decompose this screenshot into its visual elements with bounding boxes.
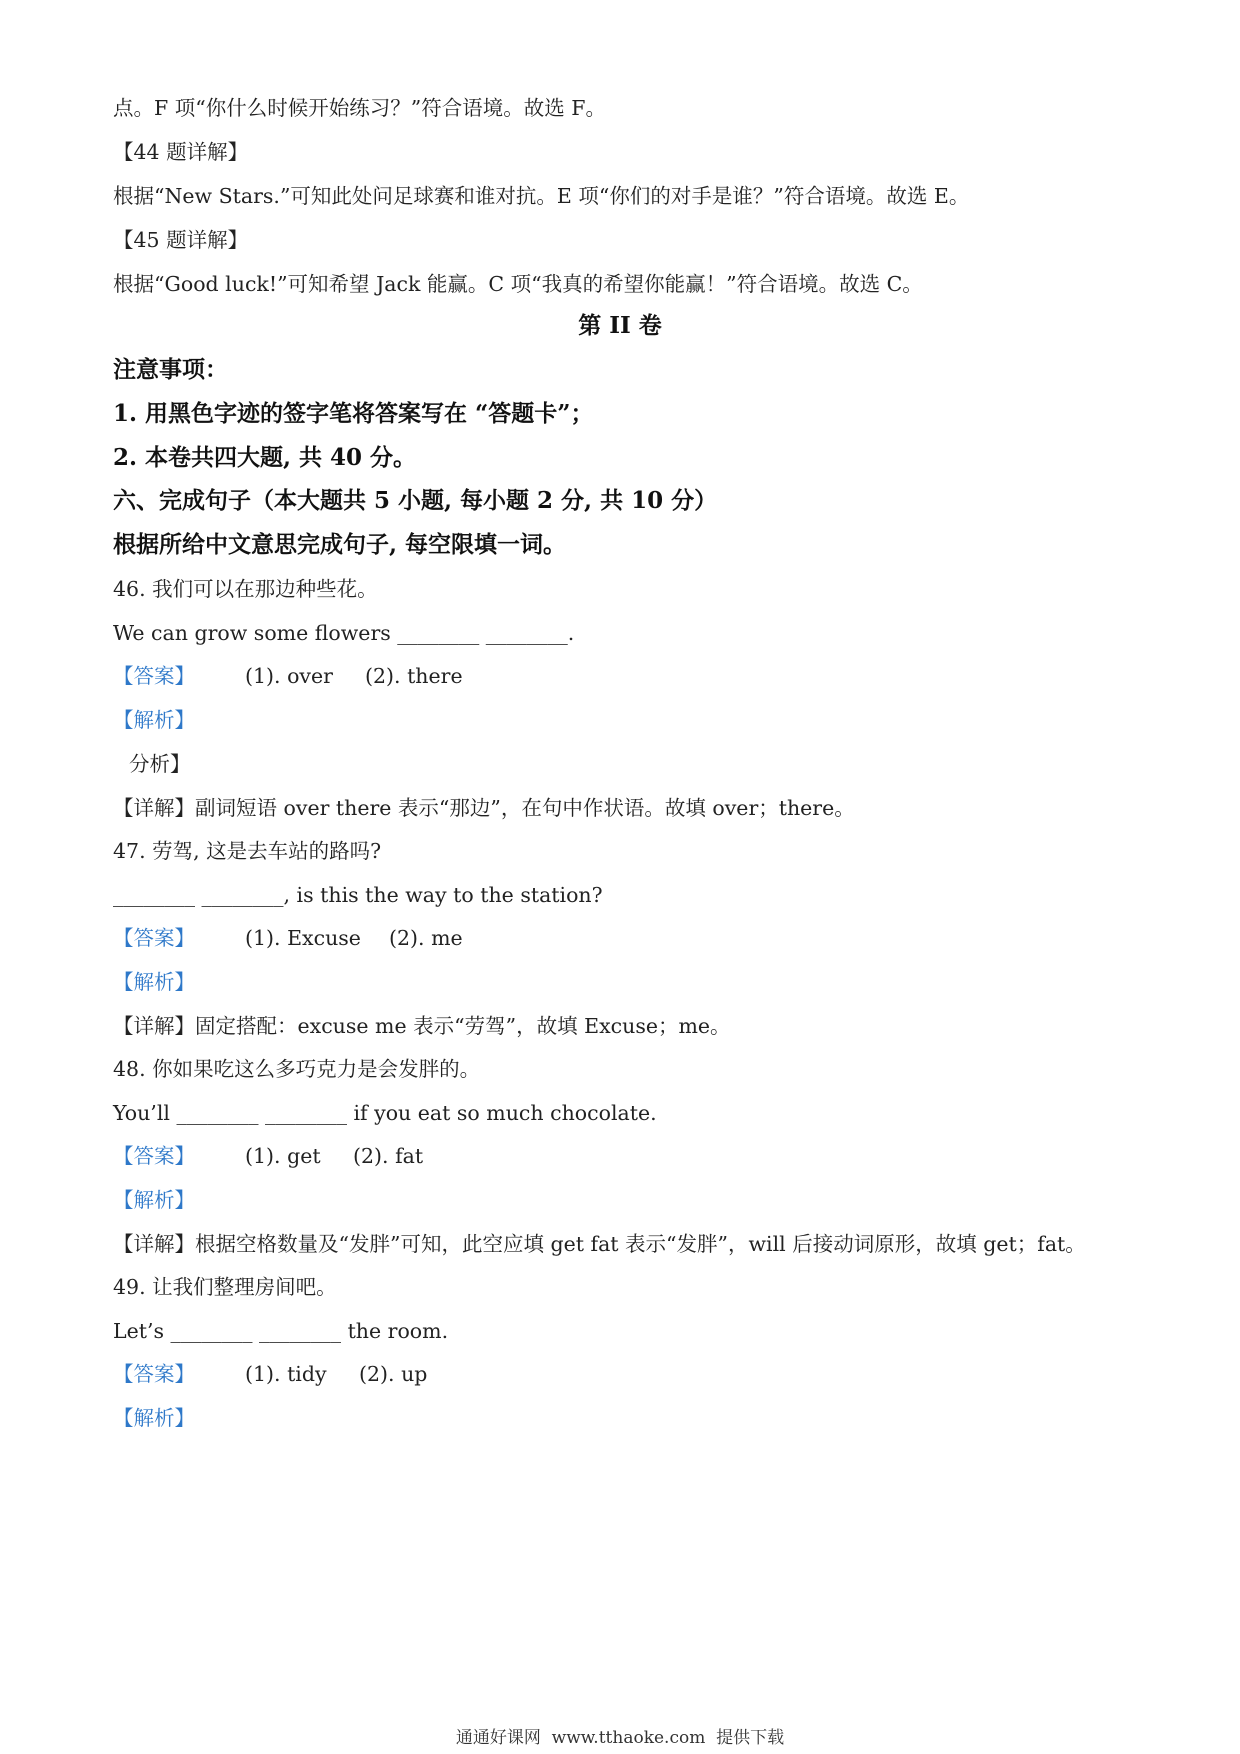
answer-label: 【答案】 bbox=[113, 1144, 195, 1168]
analysis-fragment: 分析】 bbox=[129, 752, 191, 776]
analysis-label: 【解析】 bbox=[113, 970, 195, 994]
answer-label: 【答案】 bbox=[113, 1362, 195, 1386]
q44-heading: 【44 题详解】 bbox=[113, 140, 249, 164]
answer-label: 【答案】 bbox=[113, 664, 195, 688]
question-48-detail: 【详解】根据空格数量及“发胖”可知，此空应填 get fat 表示“发胖”，will 后接动词原形，故填 get；fat。 bbox=[113, 1232, 1086, 1256]
question-47-detail: 【详解】固定搭配：excuse me 表示“劳驾”，故填 Excuse；me。 bbox=[113, 1014, 731, 1038]
answer-2: (2). me bbox=[389, 926, 463, 950]
analysis-label: 【解析】 bbox=[113, 1406, 195, 1430]
answer-2: (2). there bbox=[365, 664, 463, 688]
section-title: 第 II 卷 bbox=[578, 312, 662, 339]
answer-label: 【答案】 bbox=[113, 926, 195, 950]
notice-title: 注意事项： bbox=[113, 356, 228, 383]
question-47-prompt: 47. 劳驾, 这是去车站的路吗? bbox=[113, 839, 382, 863]
q43-explanation-tail: 点。F 项“你什么时候开始练习？”符合语境。故选 F。 bbox=[113, 96, 606, 120]
analysis-label: 【解析】 bbox=[113, 1188, 195, 1212]
page-footer: 通通好课网 www.tthaoke.com 提供下载 bbox=[455, 1728, 785, 1748]
answer-1: (1). Excuse bbox=[245, 926, 361, 950]
question-48-sentence: You’ll ________ ________ if you eat so much chocolate. bbox=[113, 1101, 657, 1125]
question-49-sentence: Let’s ________ ________ the room. bbox=[113, 1319, 449, 1343]
question-46-prompt: 46. 我们可以在那边种些花。 bbox=[113, 577, 378, 601]
question-49-prompt: 49. 让我们整理房间吧。 bbox=[113, 1275, 337, 1299]
q45-explanation: 根据“Good luck!”可知希望 Jack 能赢。C 项“我真的希望你能赢！”符合语境。故选 C。 bbox=[113, 272, 923, 296]
question-46-sentence: We can grow some flowers ________ ________. bbox=[113, 621, 575, 645]
notice-item-1: 1. 用黑色字迹的签字笔将答案写在 “答题卡”； bbox=[113, 400, 594, 427]
q45-heading: 【45 题详解】 bbox=[113, 228, 249, 252]
question-47-sentence: ________ ________, is this the way to the station? bbox=[113, 883, 603, 907]
notice-item-2: 2. 本卷共四大题, 共 40 分。 bbox=[113, 444, 417, 471]
answer-1: (1). tidy bbox=[245, 1362, 327, 1386]
answer-1: (1). get bbox=[245, 1144, 321, 1168]
question-46-detail: 【详解】副词短语 over there 表示“那边”，在句中作状语。故填 over；there。 bbox=[113, 796, 855, 820]
part-instruction: 根据所给中文意思完成句子, 每空限填一词。 bbox=[113, 531, 567, 558]
answer-1: (1). over bbox=[245, 664, 333, 688]
part-title: 六、完成句子（本大题共 5 小题, 每小题 2 分, 共 10 分） bbox=[113, 487, 718, 514]
analysis-label: 【解析】 bbox=[113, 708, 195, 732]
answer-2: (2). fat bbox=[353, 1144, 424, 1168]
question-48-prompt: 48. 你如果吃这么多巧克力是会发胖的。 bbox=[113, 1057, 481, 1081]
q44-explanation: 根据“New Stars.”可知此处问足球赛和谁对抗。E 项“你们的对手是谁？”符合语境。故选 E。 bbox=[113, 184, 970, 208]
answer-2: (2). up bbox=[359, 1362, 428, 1386]
